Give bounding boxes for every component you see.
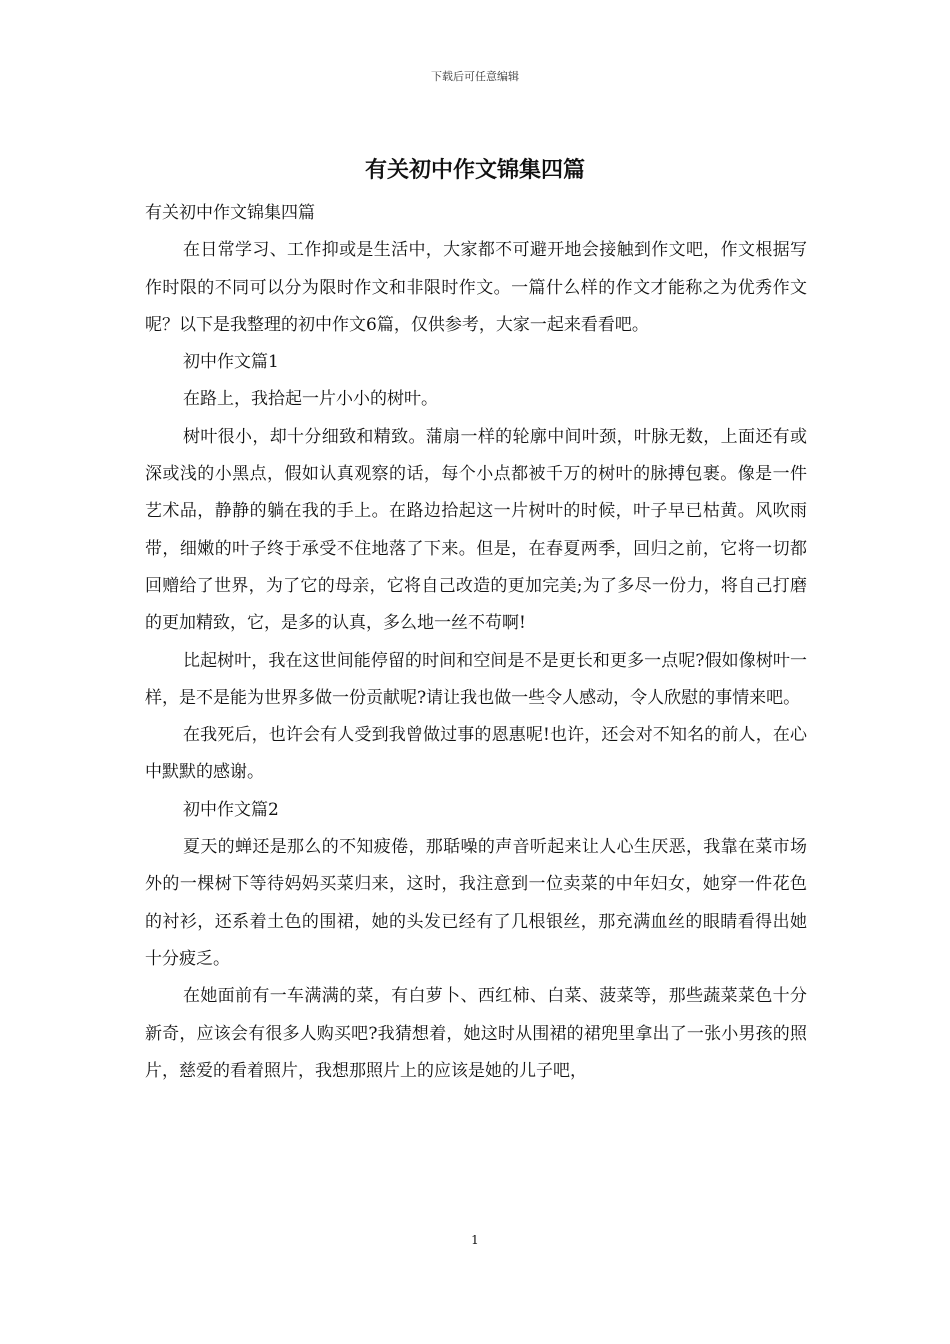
paragraph: 在我死后，也许会有人受到我曾做过事的恩惠呢!也许，还会对不知名的前人，在心中默默的感谢。: [145, 725, 807, 783]
paragraph: 在路上，我拾起一片小小的树叶。: [183, 389, 438, 410]
document-title: 有关初中作文锦集四篇: [364, 157, 585, 183]
page-header: 下载后可任意编辑: [431, 70, 519, 83]
paragraph: 树叶很小，却十分细致和精致。蒲扇一样的轮廓中间叶颈，叶脉无数，上面还有或深或浅的小黑点，假如认真观察的话，每个小点都被千万的树叶的脉搏包裹。像是一件艺术品，静静的躺在我的手上。在路边拾起这一片树叶的时候，叶子早已枯黄。风吹雨带，细嫩的叶子终于承受不住地落了下来。但是，在春夏两季，回归之前，它将一切都回赠给了世界，为了它的母亲，它将自己改造的更加完美;为了多尽一份力，将自己打磨的更加精致，它，是多的认真，多么地一丝不苟啊!: [145, 426, 807, 634]
section-heading: 初中作文篇2: [183, 799, 279, 820]
paragraph: 夏天的蝉还是那么的不知疲倦，那聒噪的声音听起来让人心生厌恶，我靠在菜市场外的一棵树下等待妈妈买菜归来，这时，我注意到一位卖菜的中年妇女，她穿一件花色的衬衫，还系着土色的围裙，她的头发已经有了几根银丝，那充满血丝的眼睛看得出她十分疲乏。: [145, 837, 807, 969]
page-number: 1: [471, 1233, 479, 1247]
paragraph: 比起树叶，我在这世间能停留的时间和空间是不是更长和更多一点呢?假如像树叶一样，是不是能为世界多做一份贡献呢?请让我也做一些令人感动，令人欣慰的事情来吧。: [145, 650, 807, 708]
paragraph: 有关初中作文锦集四篇: [145, 203, 315, 223]
document-body: [145, 195, 807, 1090]
section-heading: 初中作文篇1: [183, 352, 279, 373]
paragraph: 在日常学习、工作抑或是生活中，大家都不可避开地会接触到作文吧，作文根据写作时限的不同可以分为限时作文和非限时作文。一篇什么样的作文才能称之为优秀作文呢？以下是我整理的初中作文6篇，仅供参考，大家一起来看看吧。: [145, 240, 807, 335]
paragraph: 在她面前有一车满满的菜，有白萝卜、西红柿、白菜、菠菜等，那些蔬菜菜色十分新奇，应该会有很多人购买吧?我猜想着，她这时从围裙的裙兜里拿出了一张小男孩的照片，慈爱的看着照片，我想那照片上的应该是她的儿子吧，: [145, 986, 807, 1081]
